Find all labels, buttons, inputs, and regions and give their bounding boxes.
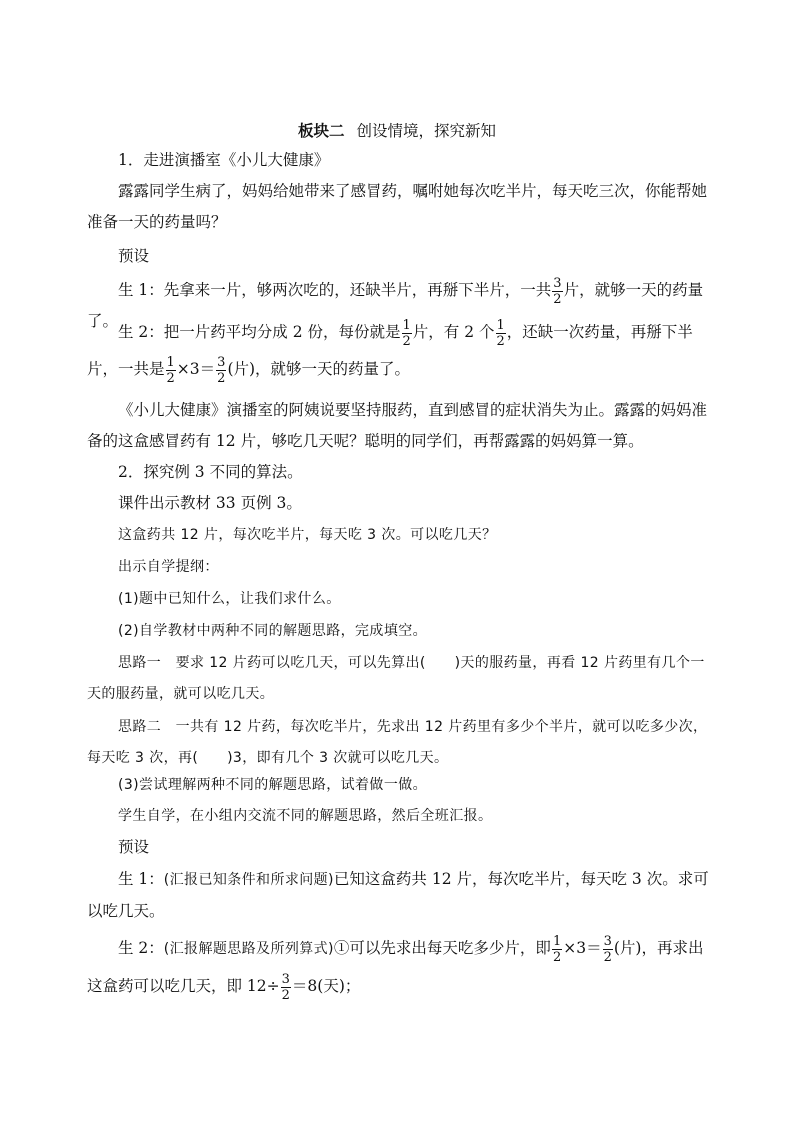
fraction: $\frac{1}{2}$ [402, 317, 411, 349]
s1-text-a: 生 1：先拿来一片，够两次吃的，还缺半片，再掰下半片，一共 [118, 281, 552, 299]
courseware-line: 课件出示教材 33 页例 3。 [118, 494, 302, 512]
preset-label-2: 预设 [118, 838, 150, 856]
section-heading [0, 119, 794, 141]
report2-note: (汇报解题思路及所列算式) [163, 941, 334, 957]
outline-q1: (1)题中已知什么，让我们求什么。 [118, 591, 341, 607]
student2-answer: 生 2：把一片药平均分成 2 份，每份就是 $\frac{1}{2}$ 片，有 2 个 $\frac{1}{2}$ ，还缺一次药量，再掰下半片，一共是 $\frac{1}{2}$ ×3＝ $\frac{3}{2}$ (片)，就够一天的药量了。 [87, 317, 693, 386]
fraction: $\frac{3}{2}$ [217, 354, 226, 386]
idea-one: 思路一 要求 12 片药可以吃几天，可以先算出( )天的服药量，再看 12 片药里有几个一天的服药量，就可以吃几天。 [87, 655, 705, 702]
fraction: $\frac{1}{2}$ [166, 354, 175, 386]
outline-q3: (3)尝试理解两种不同的解题思路，试着做一做。 [118, 777, 428, 793]
outline-label: 出示自学提纲： [118, 559, 219, 575]
follow-paragraph: 《小儿大健康》演播室的阿姨说要坚持服药，直到感冒的症状消失为止。露露的妈妈准备的这盒感冒药有 12 片，够吃几天呢？聪明的同学们，再帮露露的妈妈算一算。 [87, 401, 708, 450]
fraction: $\frac{1}{2}$ [496, 317, 505, 349]
section1-title: 1．走进演播室《小儿大健康》 [118, 151, 330, 169]
report1-answer: 生 1：(汇报已知条件和所求问题)已知这盒药共 12 片，每次吃半片，每天吃 3 次。求可以吃几天。 [87, 870, 709, 920]
preset-label-1: 预设 [118, 247, 150, 265]
section2-title: 2．探究例 3 不同的算法。 [118, 463, 303, 481]
report2-answer: 生 2：(汇报解题思路及所列算式)①可以先求出每天吃多少片，即 $\frac{1}{2}$ ×3＝ $\frac{3}{2}$ (片)，再求出这盒药可以吃几天，即 12÷ $\frac{3}{2}$ ＝8(天)； [87, 933, 704, 1003]
s1-text-b: 片，就够一天的药量了。 [87, 281, 704, 330]
heading-label: 板块二 [297, 121, 345, 140]
idea-two: 思路二 一共有 12 片药，每次吃半片，先求出 12 片药里有多少个半片，就可以吃多少次，每天吃 3 次，再( )3，即有几个 3 次就可以吃几天。 [87, 719, 708, 766]
outline-q2: (2)自学教材中两种不同的解题思路，完成填空。 [118, 623, 428, 639]
example-problem: 这盒药共 12 片，每次吃半片，每天吃 3 次。可以吃几天？ [118, 527, 497, 543]
fraction: $\frac{1}{2}$ [552, 933, 562, 965]
heading-text: 创设情境，探究新知 [356, 122, 497, 140]
report1-note: (汇报已知条件和所求问题) [163, 872, 334, 888]
fraction: $\frac{3}{2}$ [603, 933, 612, 965]
self-study-line: 学生自学，在小组内交流不同的解题思路，然后全班汇报。 [118, 808, 493, 824]
fraction: $\frac{3}{2}$ [281, 971, 290, 1003]
fraction: $\frac{3}{2}$ [553, 275, 562, 307]
story-paragraph: 露露同学生病了，妈妈给她带来了感冒药，嘱咐她每次吃半片，每天吃三次，你能帮她准备一天的药量吗？ [87, 182, 708, 231]
